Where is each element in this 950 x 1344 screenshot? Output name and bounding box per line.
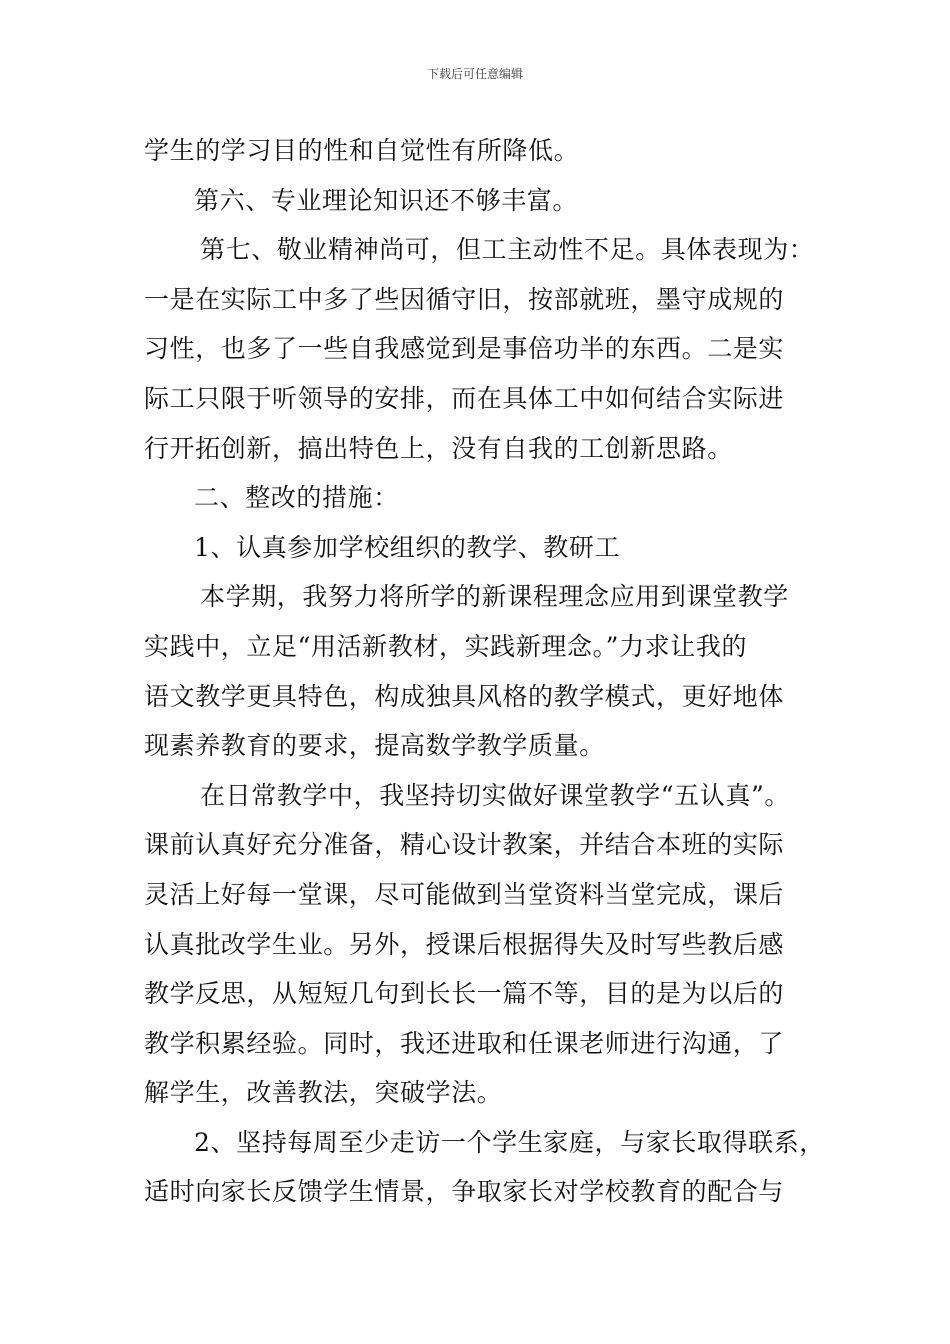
text-line: 习性，也多了一些自我感觉到是事倍功半的东西。二是实 — [144, 334, 785, 364]
text-line: 适时向家长反馈学生情景，争取家长对学校教育的配合与 — [144, 1177, 785, 1207]
text-line: 一是在实际工中多了些因循守旧，按部就班，墨守成规的 — [144, 284, 785, 314]
text-line: 学生的学习目的性和自觉性有所降低。 — [144, 136, 580, 165]
text-line: 行开拓创新，搞出特色上，没有自我的工创新思路。 — [144, 433, 733, 463]
text-line: 在日常教学中，我坚持切实做好课堂教学“五认真”。 — [200, 780, 790, 810]
text-line: 教学反思，从短短几句到长长一篇不等，目的是为以后的 — [144, 979, 785, 1009]
page-header: 下载后可任意编辑 — [426, 67, 523, 81]
text-line: 第七、敬业精神尚可，但工主动性不足。具体表现为： — [200, 235, 815, 265]
text-line: 第六、专业理论知识还不够丰富。 — [194, 185, 579, 215]
text-line: 2、坚持每周至少走访一个学生家庭，与家长取得联系， — [194, 1127, 825, 1157]
text-line: 教学积累经验。同时，我还进取和任课老师进行沟通，了 — [144, 1028, 785, 1058]
text-line: 解学生，改善教法，突破学法。 — [144, 1078, 503, 1108]
body-text — [144, 126, 830, 1217]
text-line: 灵活上好每一堂课，尽可能做到当堂资料当堂完成，课后 — [144, 879, 785, 909]
text-line: 认真批改学生业。另外，授课后根据得失及时写些教后感 — [144, 929, 785, 959]
text-line: 际工只限于听领导的安排，而在具体工中如何结合实际进 — [144, 383, 785, 413]
text-line: 课前认真好充分准备，精心设计教案，并结合本班的实际 — [144, 830, 785, 860]
section-heading: 二、整改的措施： — [194, 483, 399, 513]
text-line: 实践中，立足“用活新教材，实践新理念。”力求让我的 — [144, 631, 748, 661]
text-line: 现素养教育的要求，提高数学教学质量。 — [144, 731, 605, 761]
subsection-heading: 1、认真参加学校组织的教学、教研工 — [194, 532, 621, 562]
text-line: 语文教学更具特色，构成独具风格的教学模式，更好地体 — [144, 681, 785, 711]
text-line: 本学期，我努力将所学的新课程理念应用到课堂教学 — [200, 582, 789, 612]
